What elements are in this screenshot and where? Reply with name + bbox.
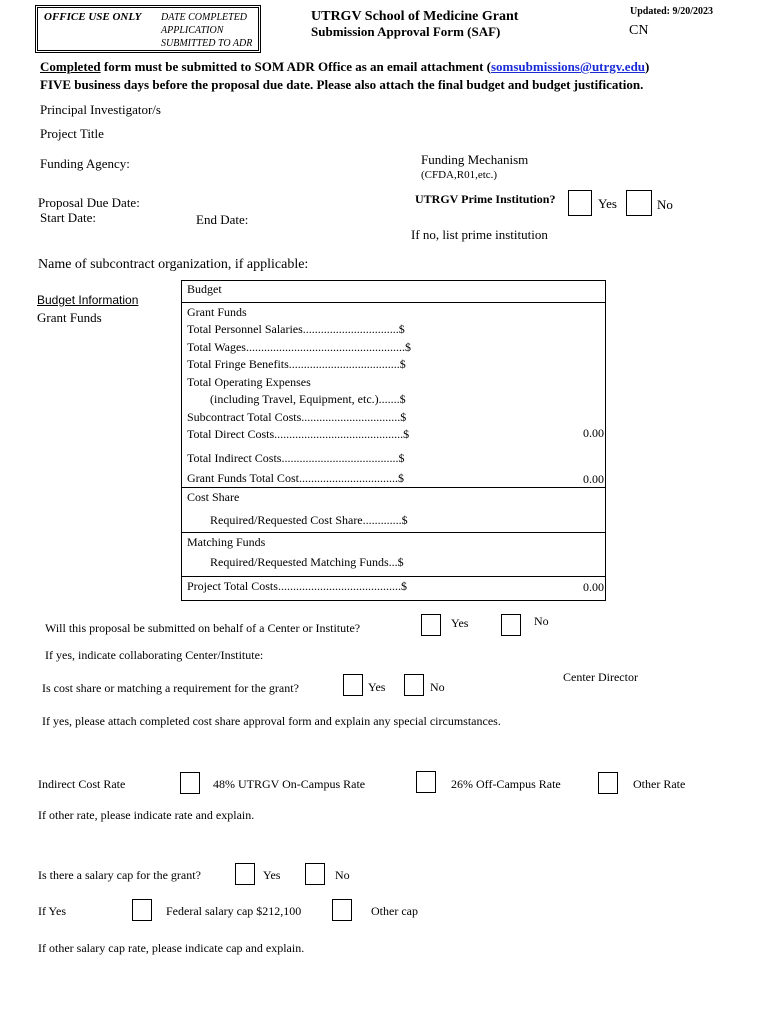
cost-share-yes-checkbox[interactable] (343, 674, 363, 696)
budget-information-label: Budget Information (37, 293, 139, 307)
instructions-line1 (40, 59, 649, 75)
salary-cap-no-label: No (335, 868, 350, 882)
project-title-label: Project Title (40, 126, 104, 141)
if-yes-label: If Yes (38, 904, 67, 918)
subcontract-costs-row: Subcontract Total Costs.................................$ (187, 410, 407, 424)
cost-share-yes-label: Yes (368, 680, 386, 694)
federal-cap-checkbox[interactable] (132, 899, 152, 921)
form-title-line1: UTRGV School of Medicine Grant (311, 9, 519, 24)
center-no-label: No (534, 614, 549, 628)
submission-email-link[interactable]: somsubmissions@utrgv.edu (490, 59, 646, 74)
salary-cap-question: Is there a salary cap for the grant? (38, 868, 201, 882)
budget-divider (181, 576, 606, 577)
operating-detail-row: (including Travel, Equipment, etc.).......$ (210, 392, 406, 406)
center-yes-label: Yes (451, 616, 469, 630)
salary-cap-yes-checkbox[interactable] (235, 863, 255, 885)
if-no-prime-label: If no, list prime institution (411, 227, 548, 242)
rate-other-note: If other rate, please indicate rate and explain. (38, 808, 255, 822)
updated-date: Updated: 9/20/2023 (630, 6, 714, 17)
other-cap-note: If other salary cap rate, please indicate cap and explain. (38, 941, 305, 955)
grant-total-value[interactable]: 0.00 (583, 472, 604, 486)
salary-cap-no-checkbox[interactable] (305, 863, 325, 885)
rate-other-label: Other Rate (633, 777, 686, 791)
rate-other-checkbox[interactable] (598, 772, 618, 794)
prime-institution-question: UTRGV Prime Institution? (415, 192, 556, 206)
budget-divider (181, 487, 606, 488)
end-date-label: End Date: (196, 212, 249, 227)
rate-off-campus-checkbox[interactable] (416, 771, 436, 793)
initials: CN (629, 23, 649, 38)
submitted-to-adr-label: SUBMITTED TO ADR (161, 38, 253, 49)
grant-funds-side-label: Grant Funds (37, 310, 102, 325)
grant-total-row: Grant Funds Total Cost.................................$ (187, 471, 404, 485)
direct-costs-row: Total Direct Costs...........................................$ (187, 427, 410, 441)
fringe-benefits-row: Total Fringe Benefits.....................................$ (187, 357, 406, 371)
rate-on-campus-label: 48% UTRGV On-Campus Rate (213, 777, 366, 791)
center-yes-note: If yes, indicate collaborating Center/Institute: (45, 648, 264, 662)
personnel-salaries-row: Total Personnel Salaries................................$ (187, 322, 405, 336)
direct-costs-value[interactable]: 0.00 (583, 426, 604, 440)
budget-divider (181, 302, 606, 303)
instructions-text2: ) (645, 59, 650, 74)
cost-share-no-label: No (430, 680, 445, 694)
prime-no-label: No (657, 197, 673, 212)
federal-cap-label: Federal salary cap $212,100 (166, 904, 302, 918)
instructions-text1: form must be submitted to SOM ADR Office as an email attachment ( (100, 59, 491, 74)
prime-yes-label: Yes (598, 196, 617, 211)
center-question: Will this proposal be submitted on behalf of a Center or Institute? (45, 621, 361, 635)
other-cap-label: Other cap (371, 904, 418, 918)
funding-mechanism-label: Funding Mechanism (421, 152, 529, 167)
project-total-row: Project Total Costs.........................................$ (187, 579, 407, 593)
prime-yes-checkbox[interactable] (568, 190, 592, 216)
funding-agency-label: Funding Agency: (40, 156, 130, 171)
date-completed-label: DATE COMPLETED (161, 12, 248, 23)
cost-share-question: Is cost share or matching a requirement for the grant? (42, 681, 299, 695)
rate-on-campus-checkbox[interactable] (180, 772, 200, 794)
grant-funds-heading: Grant Funds (187, 305, 247, 319)
proposal-due-label: Proposal Due Date: (38, 195, 140, 210)
cost-share-no-checkbox[interactable] (404, 674, 424, 696)
center-no-checkbox[interactable] (501, 614, 521, 636)
project-total-value[interactable]: 0.00 (583, 580, 604, 594)
cost-share-row: Required/Requested Cost Share.............$ (210, 513, 408, 527)
operating-expenses-row: Total Operating Expenses (187, 375, 311, 389)
start-date-label: Start Date: (40, 210, 96, 225)
office-use-box (35, 5, 261, 53)
cost-share-heading: Cost Share (187, 490, 240, 504)
salary-cap-yes-label: Yes (263, 868, 281, 882)
application-label: APPLICATION (161, 25, 224, 36)
indirect-rate-label: Indirect Cost Rate (38, 777, 126, 791)
budget-divider (181, 532, 606, 533)
pi-label: Principal Investigator/s (40, 102, 161, 117)
center-director-label: Center Director (563, 670, 638, 684)
funding-mechanism-hint: (CFDA,R01,etc.) (421, 169, 498, 181)
completed-word: Completed (40, 59, 101, 74)
other-cap-checkbox[interactable] (332, 899, 352, 921)
instructions-line2: FIVE business days before the proposal due date. Please also attach the final budget and budget justification. (40, 77, 644, 92)
budget-header: Budget (187, 282, 222, 296)
wages-row: Total Wages.....................................................$ (187, 340, 411, 354)
subcontract-org-label: Name of subcontract organization, if applicable: (38, 257, 309, 272)
matching-funds-heading: Matching Funds (187, 535, 266, 549)
rate-off-campus-label: 26% Off-Campus Rate (451, 777, 561, 791)
indirect-costs-row: Total Indirect Costs.......................................$ (187, 451, 405, 465)
form-title-line2: Submission Approval Form (SAF) (311, 24, 501, 39)
office-use-label: OFFICE USE ONLY (44, 11, 142, 23)
center-yes-checkbox[interactable] (421, 614, 441, 636)
prime-no-checkbox[interactable] (626, 190, 652, 216)
matching-funds-row: Required/Requested Matching Funds...$ (210, 555, 404, 569)
cost-share-note: If yes, please attach completed cost share approval form and explain any special circumstances. (42, 714, 501, 728)
